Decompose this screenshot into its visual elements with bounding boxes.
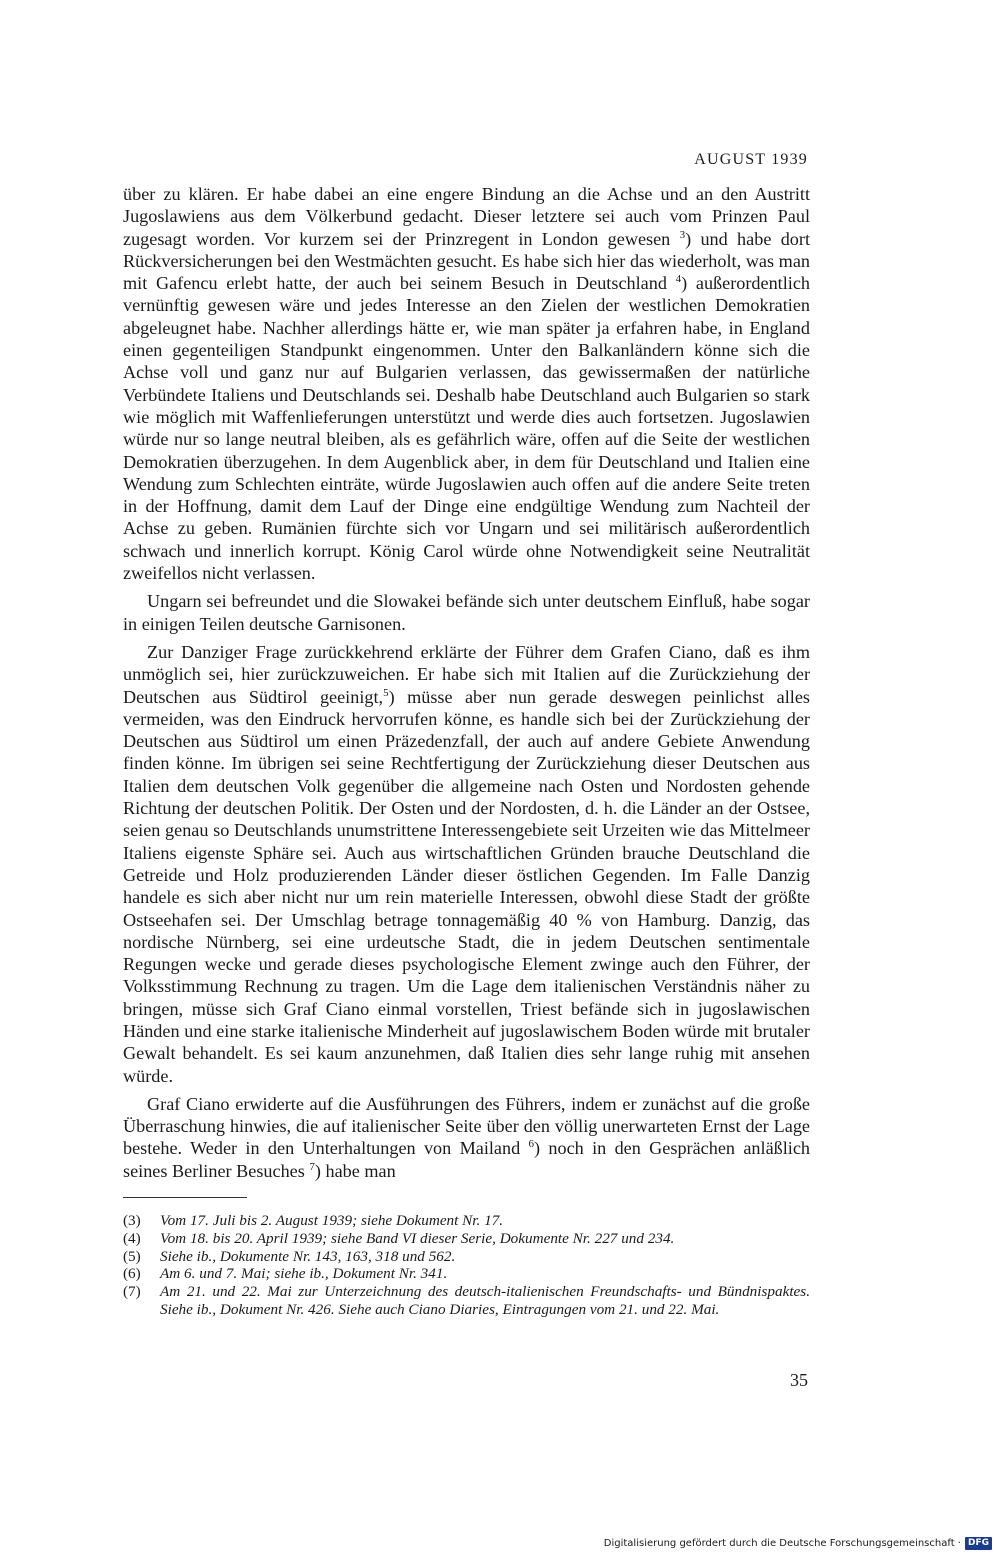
digitization-credit <box>560 1536 992 1550</box>
footnote-text: Vom 18. bis 20. April 1939; siehe Band VI dieser Serie, Dokumente Nr. 227 und 234. <box>160 1229 675 1247</box>
footnote-number: (5) <box>123 1247 141 1265</box>
paragraph-2: Ungarn sei befreundet und die Slowakei befände sich unter deutschem Einfluß, habe sogar in einigen Teilen deutsche Garnisonen. <box>123 591 810 634</box>
footnote-number: (3) <box>123 1212 141 1229</box>
footnote-item <box>123 1283 810 1319</box>
footnote-ref-5[interactable]: 5 <box>383 686 389 699</box>
footnote-text: Siehe ib., Dokumente Nr. 143, 163, 318 und 562. <box>160 1247 456 1265</box>
page-number: 35 <box>790 1370 808 1390</box>
footnote-text: Am 21. und 22. Mai zur Unterzeichnung des deutsch-italienischen Freundschafts- und Bündnispaktes. Siehe ib., Dokument Nr. 426. Siehe auch Ciano Diaries, Eintragungen vom 21. und 22. Mai. <box>160 1283 810 1318</box>
paragraph-1: über zu klären. Er habe dabei an eine engere Bindung an die Achse und an den Austritt Jugoslawiens aus dem Völkerbund gedacht. Dieser letztere sei auch vom Prinzen Paul zugesagt worden. Vor kurzem sei der Prinzregent in London gewesen $^3$) und habe dort Rückversicherungen bei den Westmächten gesucht. Es habe sich hier das wiederholt, was man mit Gafencu erlebt hatte, der auch bei seinem Besuch in Deutschland $^4$) außerordentlich vernünftig gewesen wäre und jedes Interesse an den Zielen der westlichen Demokratien abgeleugnet habe. Nachher allerdings hätte er, wie man später ja erfahren habe, in England einen gegenteiligen Standpunkt eingenommen. Unter den Balkanländern könne sich die Achse voll und ganz nur auf Bulgarien verlassen, das gewissermaßen der natürliche Verbündete Italiens und Deutschlands sei. Deshalb habe Deutschland auch Bulgarien so stark wie möglich mit Waffenlieferungen unterstützt und werde dies auch fortsetzen. Jugoslawien würde nur so lange neutral bleiben, als es gefährlich wäre, offen auf die Seite der westlichen Demokratien überzugehen. In dem Augenblick aber, in dem für Deutschland und Italien eine Wendung zum Schlechten einträte, würde Jugoslawien auch offen auf die andere Seite treten in der Hoffnung, damit dem Lauf der Dinge eine endgültige Wendung zum Nachteil der Achse zu geben. Rumänien fürchte sich vor Ungarn und sei militärisch außerordentlich schwach und innerlich korrupt. König Carol würde ohne Notwendigkeit seine Neutralität zweifellos nicht verlassen. <box>123 184 810 584</box>
footnote-number: (6) <box>123 1265 141 1283</box>
paragraph-4: Graf Ciano erwiderte auf die Ausführungen des Führers, indem er zunächst auf die große Überraschung hinwies, die auf italienischer Seite über den völlig unerwarteten Ernst der Lage bestehe. Weder in den Unterhaltungen von Mailand $^6$) noch in den Gesprächen anläßlich seines Berliner Besuches $^7$) habe man <box>123 1093 811 1181</box>
paragraph-3: Zur Danziger Frage zurückkehrend erklärte der Führer dem Grafen Ciano, daß es ihm unmöglich sei, hier zurückzuweichen. Er habe sich mit Italien auf die Zurückziehung der Deutschen aus Südtirol geeinigt,$^5$) müsse aber nun gerade deswegen peinlichst alles vermeiden, was den Eindruck hervorrufen könne, es handle sich bei der Zurückziehung der Deutschen aus Südtirol um einen Präzedenzfall, der auch auf andere Gebiete Anwendung finden könne. Im übrigen sei seine Rechtfertigung der Zurückziehung dieser Deutschen aus Italien dem deutschen Volk gegenüber die allgemeine nach Osten und Nordosten gehende Richtung der deutschen Politik. Der Osten und der Nordosten, d. h. die Länder an der Ostsee, seien genau so Deutschlands unumstrittene Interessengebiete seit Urzeiten wie das Mittelmeer Italiens eigenste Sphäre sei. Auch aus wirtschaftlichen Gründen brauche Deutschland die Getreide und Holz produzierenden Länder dieser östlichen Gegenden. Im Falle Danzig handele es sich aber nicht nur um rein materielle Interessen, obwohl diese Stadt der größte Ostseehafen sei. Der Umschlag betrage tonnagemäßig 40 % von Hamburg. Danzig, das nordische Nürnberg, sei eine urdeutsche Stadt, die in jedem Deutschen sentimentale Regungen wecke und gerade dieses psychologische Element zwinge auch den Führer, der Volksstimmung Rechnung zu tragen. Um die Lage dem italienischen Verständnis näher zu bringen, müsse sich Graf Ciano einmal vorstellen, Triest befände sich in jugoslawischen Händen und eine starke italienische Minderheit auf jugoslawischem Boden würde mit brutaler Gewalt behandelt. Es sei kaum anzunehmen, daß Italien dies sehr lange ruhig mit ansehen würde. <box>123 641 810 1086</box>
dfg-logo[interactable]: DFG <box>965 1537 992 1550</box>
footnotes <box>123 1212 810 1319</box>
footnote-ref-7[interactable]: 7 <box>309 1160 315 1173</box>
footnote-item <box>123 1212 810 1230</box>
footnote-item <box>123 1265 810 1283</box>
footnote-ref-6[interactable]: 6 <box>528 1138 535 1151</box>
footnote-divider <box>123 1197 247 1198</box>
footnote-ref-4[interactable]: 4 <box>675 273 682 286</box>
footnote-number: (7) <box>123 1283 141 1301</box>
footnote-text: Vom 17. Juli bis 2. August 1939; siehe Dokument Nr. 17. <box>160 1212 504 1229</box>
body-text <box>123 183 810 1182</box>
running-header: AUGUST 1939 <box>694 151 808 168</box>
footnote-item <box>123 1248 810 1266</box>
footnote-item <box>123 1230 810 1248</box>
footnote-ref-3[interactable]: 3 <box>679 228 686 241</box>
footnote-text: Am 6. und 7. Mai; siehe ib., Dokument Nr. 341. <box>160 1265 448 1283</box>
credit-text: Digitalisierung gefördert durch die Deutsche Forschungsgemeinschaft · <box>603 1537 961 1549</box>
footnote-number: (4) <box>123 1229 141 1247</box>
